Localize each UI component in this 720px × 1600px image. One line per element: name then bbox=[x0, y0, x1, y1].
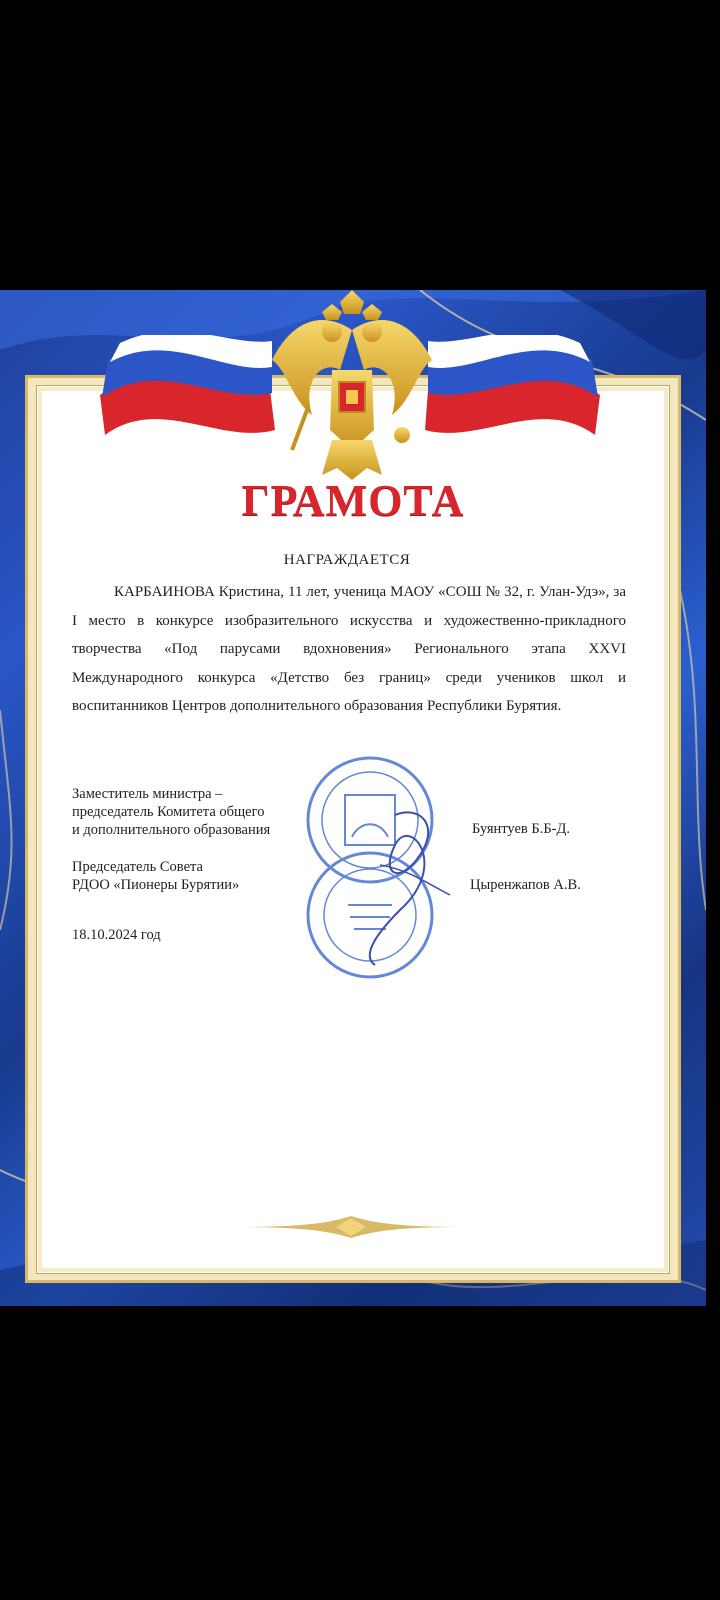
coat-of-arms-icon bbox=[262, 290, 442, 485]
certificate-title: ГРАМОТА bbox=[241, 476, 465, 525]
signatory-1-role-line1: Заместитель министра – bbox=[72, 786, 223, 802]
signatory-2-role bbox=[72, 858, 239, 894]
signatory-2-name: Цыренжапов А.В. bbox=[470, 877, 581, 893]
awarded-heading: НАГРАЖДАЕТСЯ bbox=[283, 552, 411, 568]
signatory-1-name: Буянтуев Б.Б-Д. bbox=[472, 821, 571, 837]
certificate bbox=[0, 290, 706, 1306]
gold-ornament bbox=[236, 1212, 466, 1242]
award-text: КАРБАИНОВА Кристина, 11 лет, ученица МАОУ «СОШ № 32, г. Улан-Удэ», за I место в конкурсе изобразительного искусства и художественно-прикладного творчества «Под парусами вдохновения» Регионального этапа XXVI Международного конкурса «Детство без границ» среди учеников школ и воспитанников Центров дополнительного образования Республики Бурятия. bbox=[72, 584, 626, 714]
stamp-and-signature-icon bbox=[300, 745, 460, 985]
signatory-1-role-line2: председатель Комитета общего bbox=[72, 804, 265, 820]
signatory-1-role bbox=[72, 785, 270, 839]
signatory-2-role-line1: Председатель Совета bbox=[72, 859, 203, 875]
certificate-date: 18.10.2024 год bbox=[72, 927, 161, 943]
signatory-2-role-line2: РДОО «Пионеры Бурятии» bbox=[72, 877, 240, 893]
signatory-1-role-line3: и дополнительного образования bbox=[72, 822, 271, 838]
